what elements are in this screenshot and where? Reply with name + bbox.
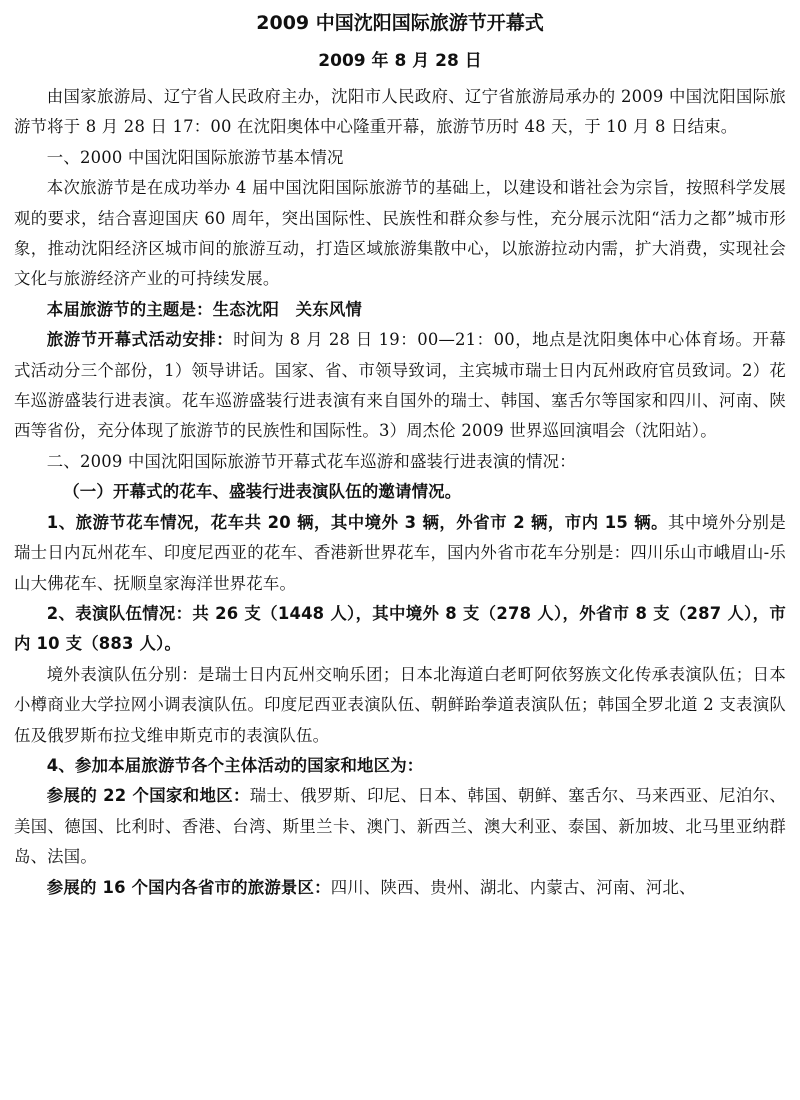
item2-text: 境外表演队伍分别：是瑞士日内瓦州交响乐团；日本北海道白老町阿依努族文化传承表演队伍；日本小樽商业大学拉网小调表演队伍。印度尼西亚表演队伍、朝鲜跆拳道表演队伍；韩国全罗北道 2 支表演队伍及俄罗斯布拉戈维申斯克市的表演队伍。 (14, 664, 786, 745)
item4-heading: 4、参加本届旅游节各个主体活动的国家和地区为： (46, 755, 424, 775)
theme-line: 本届旅游节的主题是：生态沈阳 关东风情 (46, 299, 363, 319)
countries-text: 瑞士、俄罗斯、印尼、日本、韩国、朝鲜、塞舌尔、马来西亚、尼泊尔、美国、德国、比利时、香港、台湾、斯里兰卡、澳门、新西兰、澳大利亚、泰国、新加坡、北马里亚纳群岛、法国。 (14, 786, 786, 867)
opening-text: 时间为 8 月 28 日 19：00—21：00，地点是沈阳奥体中心体育场。开幕式活动分三个部份，1）领导讲话。国家、省、市领导致词，主宾城市瑞士日内瓦州政府官员致词。2）花车巡游盛装行进表演。花车巡游盛装行进表演有来自国外的瑞士、韩国、塞舌尔等国家和四川、河南、陕西等省份，充分体现了旅游节的民族性和国际性。3）周杰伦 2009 世界巡回演唱会（沈阳站）。 (14, 330, 786, 441)
item1-text: 其中境外分别是瑞士日内瓦州花车、印度尼西亚的花车、香港新世界花车，国内外省市花车分别是：四川乐山市峨眉山-乐山大佛花车、抚顺皇家海洋世界花车。 (14, 512, 787, 593)
provinces-paragraph (14, 873, 786, 903)
item1-label: 1、旅游节花车情况，花车共 20 辆，其中境外 3 辆，外省市 2 辆，市内 15 辆。 (46, 512, 669, 532)
countries-paragraph (14, 781, 786, 872)
section2-heading: 二、2009 中国沈阳国际旅游节开幕式花车巡游和盛装行进表演的情况： (46, 451, 576, 471)
section1-body: 本次旅游节是在成功举办 4 届中国沈阳国际旅游节的基础上，以建设和谐社会为宗旨，按照科学发展观的要求，结合喜迎国庆 60 周年，突出国际性、民族性和群众参与性，充分展示沈阳“活力之都”城市形象，推动沈阳经济区城市间的旅游互动，打造区域旅游集散中心，以旅游拉动内需，扩大消费，实现社会文化与旅游经济产业的可持续发展。 (14, 178, 786, 289)
opening-paragraph (14, 325, 786, 447)
opening-label: 旅游节开幕式活动安排： (46, 330, 234, 350)
intro-paragraph: 由国家旅游局、辽宁省人民政府主办，沈阳市人民政府、辽宁省旅游局承办的 2009 中国沈阳国际旅游节将于 8 月 28 日 17：00 在沈阳奥体中心隆重开幕，旅游节历时 48 天，于 10 月 8 日结束。 (14, 87, 786, 137)
section1-heading: 一、2000 中国沈阳国际旅游节基本情况 (46, 147, 344, 167)
item1-paragraph (14, 508, 786, 599)
document-title: 2009 中国沈阳国际旅游节开幕式 (256, 12, 544, 34)
countries-label: 参展的 22 个国家和地区： (46, 786, 250, 806)
subsection1-heading: （一）开幕式的花车、盛装行进表演队伍的邀请情况。 (63, 482, 462, 502)
provinces-text: 四川、陕西、贵州、湖北、内蒙古、河南、河北、 (330, 877, 696, 897)
item2-paragraph: 2、表演队伍情况：共 26 支（1448 人），其中境外 8 支（278 人），外省市 8 支（287 人），市内 10 支（883 人）。 (14, 603, 786, 654)
provinces-label: 参展的 16 个国内各省市的旅游景区： (46, 877, 331, 897)
document-date: 2009 年 8 月 28 日 (318, 51, 482, 71)
